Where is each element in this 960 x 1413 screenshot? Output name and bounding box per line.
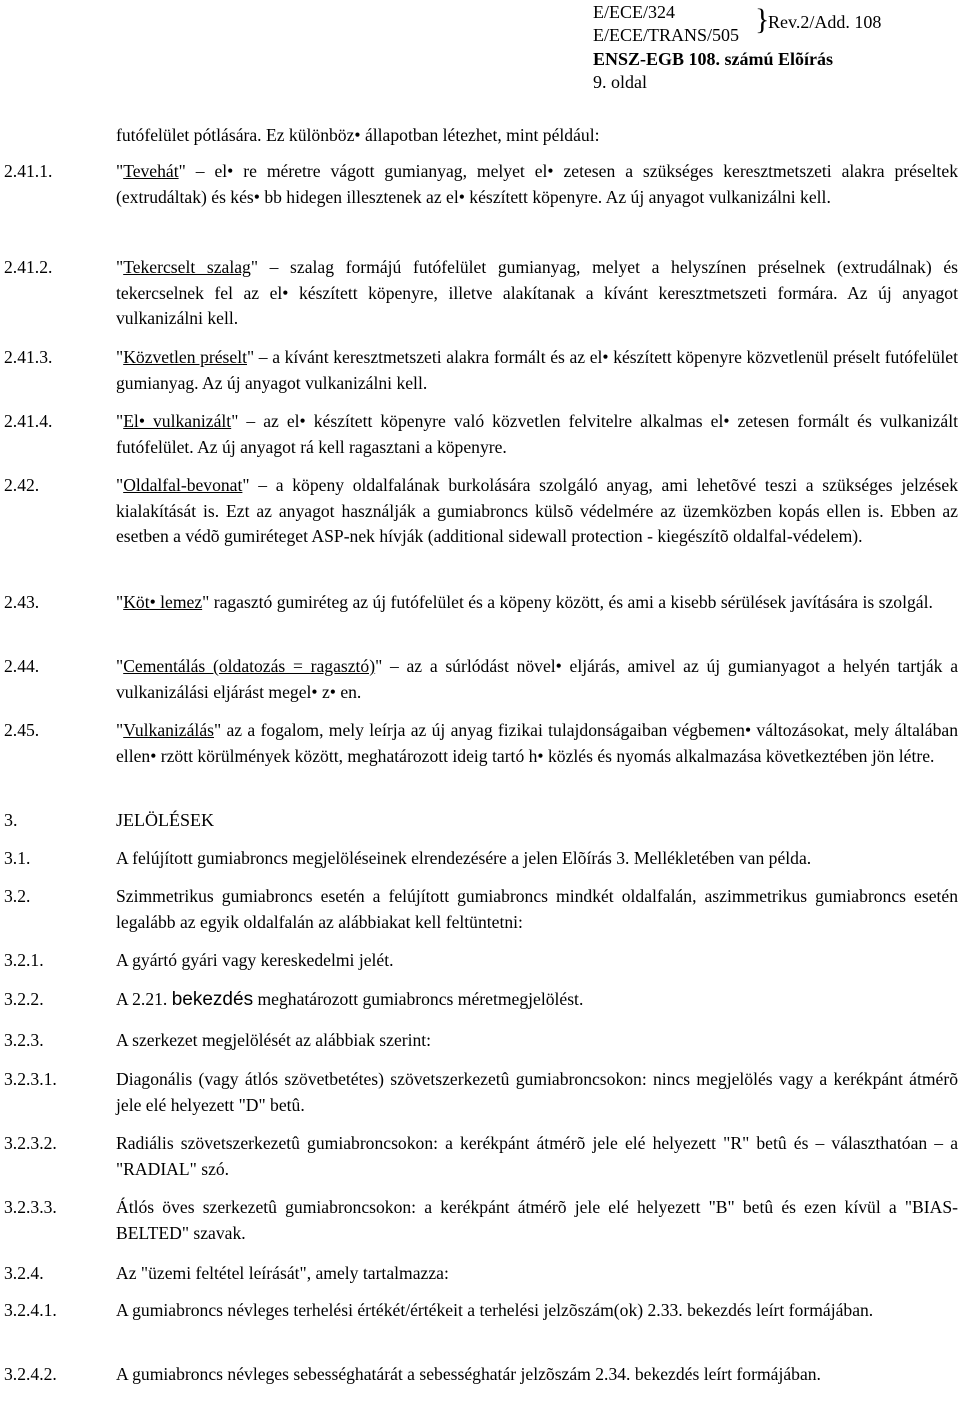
item-text: "Tekercselt szalag" – szalag formájú futófelület gumianyag, melyet a helyszínen préselnek (extrudálnak) és tekercselnek fel az el• készített köpenyre, illetve alakítanak a kívánt keresztmetszeti formára. Az új anyagot vulkanizálni kell.	[116, 257, 958, 328]
para-number: 3.2.1.	[4, 950, 44, 970]
section-title: JELÖLÉSEK	[116, 810, 214, 830]
item-text: "Vulkanizálás" az a fogalom, mely leírja az új anyag fizikai tulajdonságaiban végbemen• változásokat, mely általában ellen• rzött körülmények között, meghatározott ideig tartó h• közlés és nyomás alkalmazása következtében jön létre.	[116, 720, 958, 766]
para-number: 3.1.	[4, 848, 31, 868]
item-term: El• vulkanizált	[123, 411, 232, 431]
item-term: Közvetlen préselt	[123, 347, 247, 367]
para-text: Diagonális (vagy átlós szövetbetétes) szövetszerkezetû gumiabroncsokon: nincs megjelölés vagy a kerékpánt átmérõ jele elé helyezett "D" betû.	[116, 1069, 958, 1115]
para-number: 3.2.4.2.	[4, 1364, 57, 1384]
para-number: 3.2.2.	[4, 989, 44, 1009]
item-text: "Köt• lemez" ragasztó gumiréteg az új futófelület és a köpeny között, és ami a kisebb sérülések javítására is szolgál.	[116, 592, 933, 612]
para-text: A gumiabroncs névleges terhelési értékét/értékeit a terhelési jelzõszám(ok) 2.33. bekezdés leírt formájában.	[116, 1300, 874, 1320]
para-number: 3.2.3.	[4, 1030, 44, 1050]
para-text: A gumiabroncs névleges sebességhatárát a sebességhatár jelzõszám 2.34. bekezdés leírt formájában.	[116, 1364, 821, 1384]
para-text: A gyártó gyári vagy kereskedelmi jelét.	[116, 950, 394, 970]
item-term: Tekercselt szalag	[123, 257, 251, 277]
item-term: Köt• lemez	[123, 592, 203, 612]
para-number: 3.2.3.2.	[4, 1133, 57, 1153]
document-page: E/ECE/324 E/ECE/TRANS/505 } Rev.2/Add. 108 ENSZ-EGB 108. számú Elõírás 9. oldal futófelület pótlására. Ez különböz• állapotban létezhet, mint például: 2.41.1. "Tevehát" – el• re méretre vágott gumianyag, melyet el• zetesen a szükséges keresztmetszeti alakra préseltek (extrudáltak) és kés• bb hidegen illesztenek az el• készített köpenyre. Az új anyagot vulkanizálni kell. 2.41.2. "Tekercselt szalag" – szalag formájú futófelület gumianyag, melyet a helyszínen préselnek (extrudálnak) és tekercselnek fel az el• készített köpenyre, illetve alakítanak a kívánt keresztmetszeti formára. Az új anyagot vulkanizálni kell. 2.41.3. "Közvetlen préselt" – a kívánt keresztmetszeti alakra formált és az el• készített köpenyre közvetlenül préselt futófelület gumianyag. Az új anyagot vulkanizálni kell. 2.41.4. "El• vulkanizált" – az el• készített köpenyre való közvetlen felvitelre alkalmas el• zetesen formált és vulkanizált futófelület. Az új anyagot rá kell ragasztani a köpenyre. 2.42. "Oldalfal-bevonat" – a köpeny oldalfalának burkolására szolgáló anyag, ami lehetõvé teszi a szükséges jelzések kialakítását is. Ezt az anyagot használják a gumiabroncs külsõ védelmére az üzemközben kopás ellen is. Ebben az esetben a védõ gumiréteget ASP-nek hívják (additional sidewall protection - kiegészítõ oldalfal-védelem). 2.43. "Köt• lemez" ragasztó gumiréteg az új futófelület és a köpeny között, és ami a kisebb sérülések javítására is szolgál. 2.44. "Cementálás (oldatozás = ragasztó)" – az a súrlódást növel• eljárás, amivel az új gumianyagot a helyén tartják a vulkanizálási eljárást megel• z• en. 2.45. "Vulkanizálás" az a fogalom, mely leírja az új anyag fizikai tulajdonságaiban végbemen• változásokat, mely általában ellen• rzött körülmények között, meghatározott ideig tartó h• közlés és nyomás alkalmazása következtében jön létre. 3. JELÖLÉSEK 3.1. A felújított gumiabroncs megjelöléseinek elrendezésére a jelen Elõírás 3. Mellékletében van példa. 3.2. Szimmetrikus gumiabroncs esetén a felújított gumiabroncs mindkét oldalfalán, aszimmetrikus gumiabroncs esetén legalább az egyik oldalfalán az alábbiakat kell feltüntetni: 3.2.1. A gyártó gyári vagy kereskedelmi jelét. 3.2.2. A 2.21. bekezdés meghatározott gumiabroncs méretmegjelölést. 3.2.3. A szerkezet megjelölését az alábbiak szerint: 3.2.3.1. Diagonális (vagy átlós szövetbetétes) szövetszerkezetû gumiabroncsokon: nincs megjelölés vagy a kerékpánt átmérõ jele elé helyezett "D" betû. 3.2.3.2. Radiális szövetszerkezetû gumiabroncsokon: a kerékpánt átmérõ jele elé helyezett "R" betû és – választhatóan – a "RADIAL" szó. 3.2.3.3. Átlós öves szerkezetû gumiabroncsokon: a kerékpánt átmérõ jele elé helyezett "B" betû és ezen kívül a "BIAS-BELTED" szavak. 3.2.4. Az "üzemi feltétel leírását", amely tartalmazza: 3.2.4.1. A gumiabroncs névleges terhelési értékét/értékeit a terhelési jelzõszám(ok) 2.33. bekezdés leírt formájában. 3.2.4.2. A gumiabroncs névleges sebességhatárát a sebességhatár jelzõszám 2.34. bekezdés leírt formájában.	[0, 0, 960, 1413]
para-number: 3.2.3.1.	[4, 1069, 57, 1089]
para-text: A 2.21. bekezdés meghatározott gumiabroncs méretmegjelölést.	[116, 989, 584, 1010]
item-number: 2.41.4.	[4, 411, 53, 431]
para-emphasis: bekezdés	[171, 989, 254, 1010]
para-text: Radiális szövetszerkezetû gumiabroncsokon: a kerékpánt átmérõ jele elé helyezett "R" betû és – választhatóan – a "RADIAL" szó.	[116, 1133, 958, 1179]
header-brace: }	[755, 3, 770, 36]
para-text: A szerkezet megjelölését az alábbiak szerint:	[116, 1030, 432, 1050]
item-term: Oldalfal-bevonat	[123, 475, 243, 495]
item-term: Vulkanizálás	[123, 720, 214, 740]
item-term: Tevehát	[123, 161, 179, 181]
item-number: 2.42.	[4, 475, 40, 495]
item-number: 2.44.	[4, 656, 40, 676]
item-number: 2.41.1.	[4, 161, 53, 181]
page-number: 9. oldal	[593, 72, 647, 92]
para-number: 3.2.3.3.	[4, 1197, 57, 1217]
item-term: Cementálás (oldatozás = ragasztó)	[123, 656, 376, 676]
item-number: 2.41.3.	[4, 347, 53, 367]
para-number: 3.2.4.1.	[4, 1300, 57, 1320]
doc-trans-symbol: E/ECE/TRANS/505	[593, 25, 740, 45]
item-text: "Cementálás (oldatozás = ragasztó)" – az a súrlódást növel• eljárás, amivel az új gumianyagot a helyén tartják a vulkanizálási eljárást megel• z• en.	[116, 656, 959, 702]
item-text: "Tevehát" – el• re méretre vágott gumianyag, melyet el• zetesen a szükséges keresztmetszeti alakra préseltek (extrudáltak) és kés• bb hidegen illesztenek az el• készített köpenyre. Az új anyagot vulkanizálni kell.	[116, 161, 958, 207]
doc-symbol: E/ECE/324	[593, 2, 675, 22]
revision-label: Rev.2/Add. 108	[768, 12, 882, 32]
para-number: 3.2.	[4, 886, 31, 906]
section-number: 3.	[4, 810, 18, 830]
para-text: Szimmetrikus gumiabroncs esetén a felújított gumiabroncs mindkét oldalfalán, aszimmetrikus gumiabroncs esetén legalább az egyik oldalfalán az alábbiakat kell feltüntetni:	[116, 886, 958, 932]
item-text: "El• vulkanizált" – az el• készített köpenyre való közvetlen felvitelre alkalmas el• zetesen formált és vulkanizált futófelület. Az új anyagot rá kell ragasztani a köpenyre.	[116, 411, 958, 457]
item-number: 2.45.	[4, 720, 40, 740]
item-text: "Közvetlen préselt" – a kívánt keresztmetszeti alakra formált és az el• készített köpenyre közvetlenül préselt futófelület gumianyag. Az új anyagot vulkanizálni kell.	[116, 347, 958, 393]
para-text: A felújított gumiabroncs megjelöléseinek elrendezésére a jelen Elõírás 3. Mellékletében van példa.	[116, 848, 812, 868]
regulation-title: ENSZ-EGB 108. számú Elõírás	[593, 49, 834, 69]
item-number: 2.41.2.	[4, 257, 53, 277]
para-text: Az "üzemi feltétel leírását", amely tartalmazza:	[116, 1263, 449, 1283]
item-number: 2.43.	[4, 592, 40, 612]
para-number: 3.2.4.	[4, 1263, 44, 1283]
para-text: Átlós öves szerkezetû gumiabroncsokon: a kerékpánt átmérõ jele elé helyezett "B" betû és ezen kívül a "BIAS-BELTED" szavak.	[116, 1197, 958, 1243]
item-text: "Oldalfal-bevonat" – a köpeny oldalfalának burkolására szolgáló anyag, ami lehetõvé teszi a szükséges jelzések kialakítását is. Ezt az anyagot használják a gumiabroncs külsõ védelmére az üzemközben kopás ellen is. Ebben az esetben a védõ gumiréteget ASP-nek hívják (additional sidewall protection - kiegészítõ oldalfal-védelem).	[116, 475, 958, 546]
